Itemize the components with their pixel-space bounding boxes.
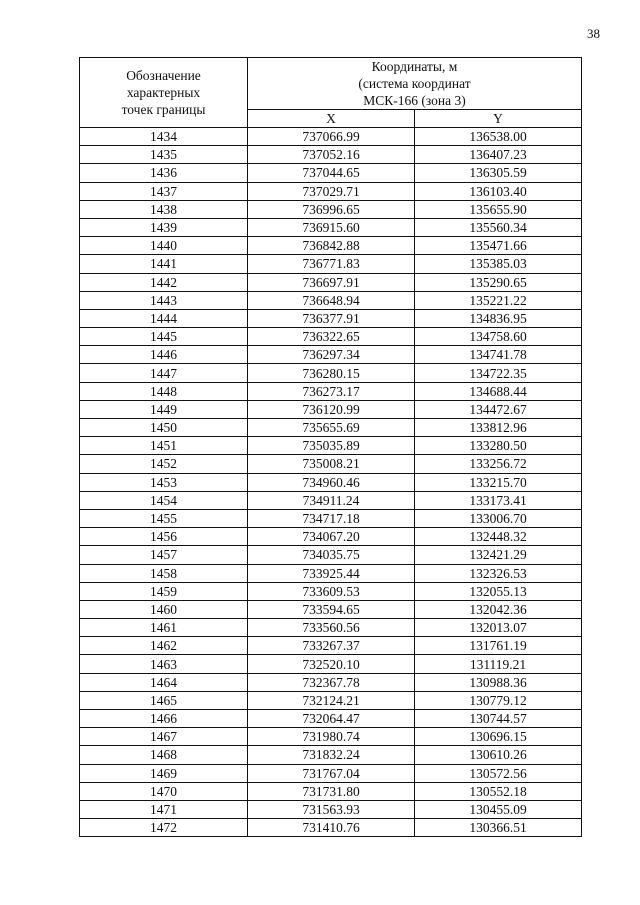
table-row	[80, 728, 582, 746]
y-coordinate-cell: 134758.60	[415, 328, 582, 346]
x-coordinate-cell: 734717.18	[248, 509, 415, 527]
point-id-cell: 1466	[80, 710, 248, 728]
point-id-cell: 1435	[80, 146, 248, 164]
table-row	[80, 637, 582, 655]
table-row	[80, 309, 582, 327]
x-coordinate-cell: 734067.20	[248, 528, 415, 546]
table-row	[80, 128, 582, 146]
point-id-cell: 1440	[80, 237, 248, 255]
point-header-line-2: характерных	[126, 85, 201, 100]
y-coordinate-cell: 134722.35	[415, 364, 582, 382]
y-coordinate-cell: 130552.18	[415, 782, 582, 800]
point-id-cell: 1462	[80, 637, 248, 655]
x-coordinate-cell: 731980.74	[248, 728, 415, 746]
x-coordinate-cell: 734911.24	[248, 491, 415, 509]
table-row	[80, 346, 582, 364]
x-coordinate-cell: 736297.34	[248, 346, 415, 364]
table-row	[80, 419, 582, 437]
x-coordinate-cell: 732520.10	[248, 655, 415, 673]
x-coordinate-cell: 732124.21	[248, 691, 415, 709]
table-row	[80, 691, 582, 709]
y-coordinate-cell: 135560.34	[415, 218, 582, 236]
y-coordinate-cell: 136538.00	[415, 128, 582, 146]
point-id-cell: 1469	[80, 764, 248, 782]
point-id-cell: 1445	[80, 328, 248, 346]
point-id-cell: 1463	[80, 655, 248, 673]
y-coordinate-cell: 130572.56	[415, 764, 582, 782]
point-header-line-3: точек границы	[121, 102, 206, 117]
table-row	[80, 218, 582, 236]
table-row	[80, 382, 582, 400]
x-coordinate-cell: 734035.75	[248, 546, 415, 564]
point-designation-header	[80, 58, 248, 128]
x-coordinate-cell: 731832.24	[248, 746, 415, 764]
point-id-cell: 1448	[80, 382, 248, 400]
y-coordinate-cell: 130455.09	[415, 800, 582, 818]
table-row	[80, 146, 582, 164]
x-coordinate-cell: 735655.69	[248, 419, 415, 437]
table-row	[80, 291, 582, 309]
table-row	[80, 455, 582, 473]
point-id-cell: 1464	[80, 673, 248, 691]
x-coordinate-cell: 735008.21	[248, 455, 415, 473]
y-coordinate-cell: 130696.15	[415, 728, 582, 746]
x-coordinate-cell: 732367.78	[248, 673, 415, 691]
y-coordinate-cell: 133215.70	[415, 473, 582, 491]
x-coordinate-cell: 731767.04	[248, 764, 415, 782]
x-coordinate-cell: 733609.53	[248, 582, 415, 600]
y-coordinate-cell: 133280.50	[415, 437, 582, 455]
y-coordinate-cell: 135221.22	[415, 291, 582, 309]
x-coordinate-cell: 733925.44	[248, 564, 415, 582]
table-row	[80, 764, 582, 782]
table-row	[80, 564, 582, 582]
y-coordinate-cell: 134741.78	[415, 346, 582, 364]
x-coordinate-cell: 731410.76	[248, 819, 415, 837]
point-id-cell: 1472	[80, 819, 248, 837]
table-row	[80, 255, 582, 273]
y-coordinate-cell: 130366.51	[415, 819, 582, 837]
table-row	[80, 328, 582, 346]
x-coordinate-cell: 736120.99	[248, 400, 415, 418]
y-column-header: Y	[415, 110, 582, 128]
point-id-cell: 1470	[80, 782, 248, 800]
y-coordinate-cell: 132326.53	[415, 564, 582, 582]
point-id-cell: 1450	[80, 419, 248, 437]
x-coordinate-cell: 736377.91	[248, 309, 415, 327]
y-coordinate-cell: 136103.40	[415, 182, 582, 200]
table-row	[80, 782, 582, 800]
table-row	[80, 364, 582, 382]
x-coordinate-cell: 736996.65	[248, 200, 415, 218]
point-id-cell: 1449	[80, 400, 248, 418]
x-coordinate-cell: 733594.65	[248, 600, 415, 618]
y-coordinate-cell: 133006.70	[415, 509, 582, 527]
point-id-cell: 1442	[80, 273, 248, 291]
table-row	[80, 710, 582, 728]
coords-header-line-3: МСК-166 (зона 3)	[363, 93, 466, 108]
table-row	[80, 582, 582, 600]
point-id-cell: 1455	[80, 509, 248, 527]
x-coordinate-cell: 737044.65	[248, 164, 415, 182]
x-coordinate-cell: 736915.60	[248, 218, 415, 236]
coordinates-table	[79, 57, 582, 837]
table-row	[80, 164, 582, 182]
table-row	[80, 182, 582, 200]
point-id-cell: 1457	[80, 546, 248, 564]
point-header-line-1: Обозначение	[126, 68, 201, 83]
point-id-cell: 1451	[80, 437, 248, 455]
point-id-cell: 1443	[80, 291, 248, 309]
point-id-cell: 1460	[80, 600, 248, 618]
x-coordinate-cell: 737066.99	[248, 128, 415, 146]
y-coordinate-cell: 136305.59	[415, 164, 582, 182]
table-row	[80, 400, 582, 418]
coords-header-line-2: (система координат	[358, 76, 471, 91]
x-coordinate-cell: 733267.37	[248, 637, 415, 655]
point-id-cell: 1468	[80, 746, 248, 764]
y-coordinate-cell: 132055.13	[415, 582, 582, 600]
x-coordinate-cell: 732064.47	[248, 710, 415, 728]
table-row	[80, 619, 582, 637]
x-coordinate-cell: 731563.93	[248, 800, 415, 818]
coordinates-header	[248, 58, 582, 110]
table-row	[80, 437, 582, 455]
table-row	[80, 546, 582, 564]
y-coordinate-cell: 132042.36	[415, 600, 582, 618]
y-coordinate-cell: 130988.36	[415, 673, 582, 691]
point-id-cell: 1447	[80, 364, 248, 382]
x-column-header: X	[248, 110, 415, 128]
y-coordinate-cell: 131761.19	[415, 637, 582, 655]
table-row	[80, 673, 582, 691]
table-row	[80, 600, 582, 618]
x-coordinate-cell: 737052.16	[248, 146, 415, 164]
y-coordinate-cell: 133173.41	[415, 491, 582, 509]
y-coordinate-cell: 134688.44	[415, 382, 582, 400]
x-coordinate-cell: 736648.94	[248, 291, 415, 309]
page-number: 38	[587, 26, 600, 41]
x-coordinate-cell: 736842.88	[248, 237, 415, 255]
point-id-cell: 1441	[80, 255, 248, 273]
table-header	[80, 58, 582, 128]
point-id-cell: 1465	[80, 691, 248, 709]
x-coordinate-cell: 733560.56	[248, 619, 415, 637]
point-id-cell: 1471	[80, 800, 248, 818]
y-coordinate-cell: 134472.67	[415, 400, 582, 418]
table-row	[80, 237, 582, 255]
point-id-cell: 1444	[80, 309, 248, 327]
point-id-cell: 1453	[80, 473, 248, 491]
point-id-cell: 1459	[80, 582, 248, 600]
point-id-cell: 1439	[80, 218, 248, 236]
x-coordinate-cell: 736322.65	[248, 328, 415, 346]
x-coordinate-cell: 736771.83	[248, 255, 415, 273]
y-coordinate-cell: 132013.07	[415, 619, 582, 637]
y-coordinate-cell: 130744.57	[415, 710, 582, 728]
coords-header-line-1: Координаты, м	[371, 59, 458, 74]
point-id-cell: 1454	[80, 491, 248, 509]
table-row	[80, 528, 582, 546]
table-body	[80, 128, 582, 837]
y-coordinate-cell: 135655.90	[415, 200, 582, 218]
table-row	[80, 273, 582, 291]
point-id-cell: 1434	[80, 128, 248, 146]
y-coordinate-cell: 133256.72	[415, 455, 582, 473]
y-coordinate-cell: 136407.23	[415, 146, 582, 164]
x-coordinate-cell: 736697.91	[248, 273, 415, 291]
y-coordinate-cell: 134836.95	[415, 309, 582, 327]
x-coordinate-cell: 736273.17	[248, 382, 415, 400]
point-id-cell: 1458	[80, 564, 248, 582]
y-coordinate-cell: 135471.66	[415, 237, 582, 255]
y-coordinate-cell: 133812.96	[415, 419, 582, 437]
x-coordinate-cell: 736280.15	[248, 364, 415, 382]
x-coordinate-cell: 731731.80	[248, 782, 415, 800]
x-coordinate-cell: 737029.71	[248, 182, 415, 200]
point-id-cell: 1461	[80, 619, 248, 637]
y-coordinate-cell: 132421.29	[415, 546, 582, 564]
point-id-cell: 1438	[80, 200, 248, 218]
table-row	[80, 491, 582, 509]
point-id-cell: 1452	[80, 455, 248, 473]
y-coordinate-cell: 130610.26	[415, 746, 582, 764]
y-coordinate-cell: 132448.32	[415, 528, 582, 546]
table-row	[80, 509, 582, 527]
point-id-cell: 1437	[80, 182, 248, 200]
table-row	[80, 746, 582, 764]
point-id-cell: 1467	[80, 728, 248, 746]
y-coordinate-cell: 130779.12	[415, 691, 582, 709]
table-row	[80, 473, 582, 491]
point-id-cell: 1446	[80, 346, 248, 364]
y-coordinate-cell: 135290.65	[415, 273, 582, 291]
x-coordinate-cell: 734960.46	[248, 473, 415, 491]
table-row	[80, 800, 582, 818]
point-id-cell: 1456	[80, 528, 248, 546]
table-row	[80, 200, 582, 218]
y-coordinate-cell: 135385.03	[415, 255, 582, 273]
table-row	[80, 655, 582, 673]
x-coordinate-cell: 735035.89	[248, 437, 415, 455]
table-row	[80, 819, 582, 837]
point-id-cell: 1436	[80, 164, 248, 182]
y-coordinate-cell: 131119.21	[415, 655, 582, 673]
